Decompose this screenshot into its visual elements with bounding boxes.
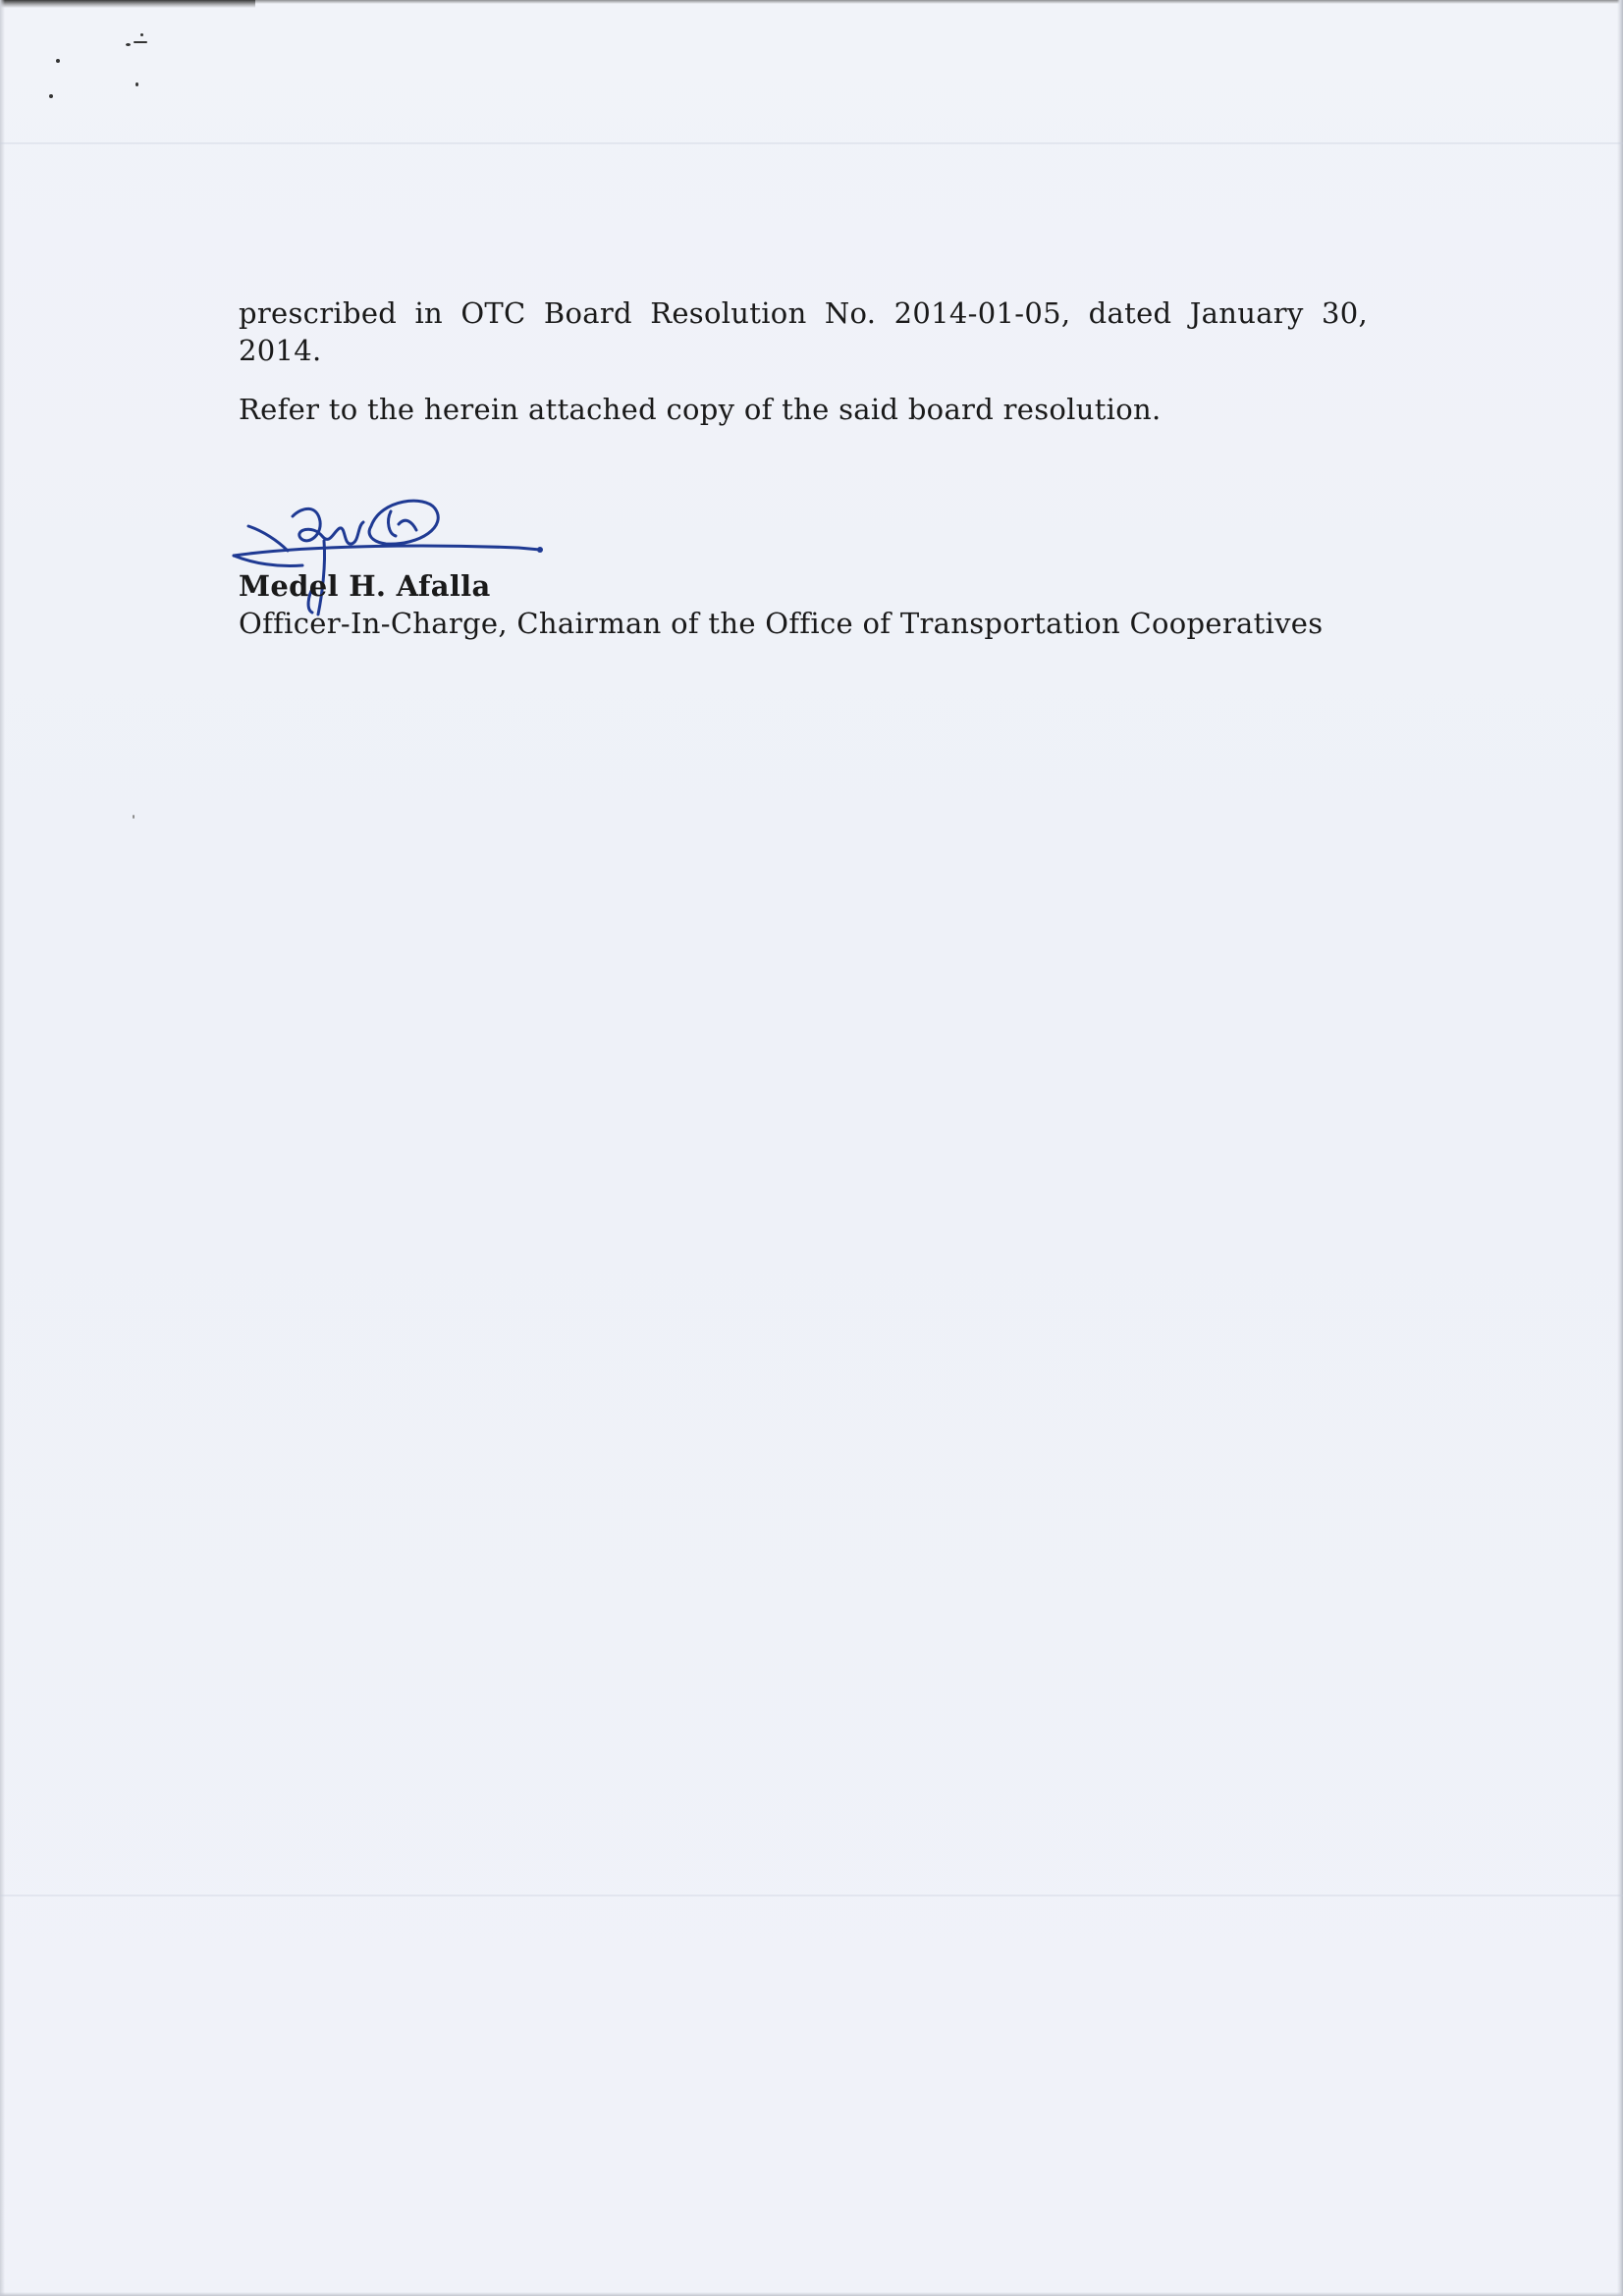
scan-speck — [135, 82, 138, 86]
scan-edge-bottom — [0, 2292, 1623, 2296]
scan-edge-right — [1617, 0, 1623, 2296]
paragraph-attachment-note: Refer to the herein attached copy of the said board resolution. — [239, 393, 1162, 426]
scan-speck — [134, 41, 147, 43]
signatory-title: Officer-In-Charge, Chairman of the Office of Transportation Cooperatives — [239, 607, 1324, 640]
scan-band — [0, 142, 1623, 144]
scan-speck — [133, 815, 135, 819]
scan-speck — [49, 94, 53, 98]
scan-edge-left — [0, 0, 5, 2296]
scan-speck — [56, 59, 60, 63]
paragraph-resolution-reference: prescribed in OTC Board Resolution No. 2014-01-05, dated January 30, 2014. — [239, 296, 1368, 367]
scan-speck — [140, 33, 143, 36]
scan-edge-top — [0, 0, 255, 8]
scan-speck — [126, 43, 131, 46]
signature-block — [239, 497, 1368, 654]
signatory-name: Medel H. Afalla — [239, 569, 491, 603]
scan-band — [0, 1895, 1623, 1896]
letter-body — [239, 294, 1368, 654]
scan-edge-top-thin — [255, 0, 1623, 4]
